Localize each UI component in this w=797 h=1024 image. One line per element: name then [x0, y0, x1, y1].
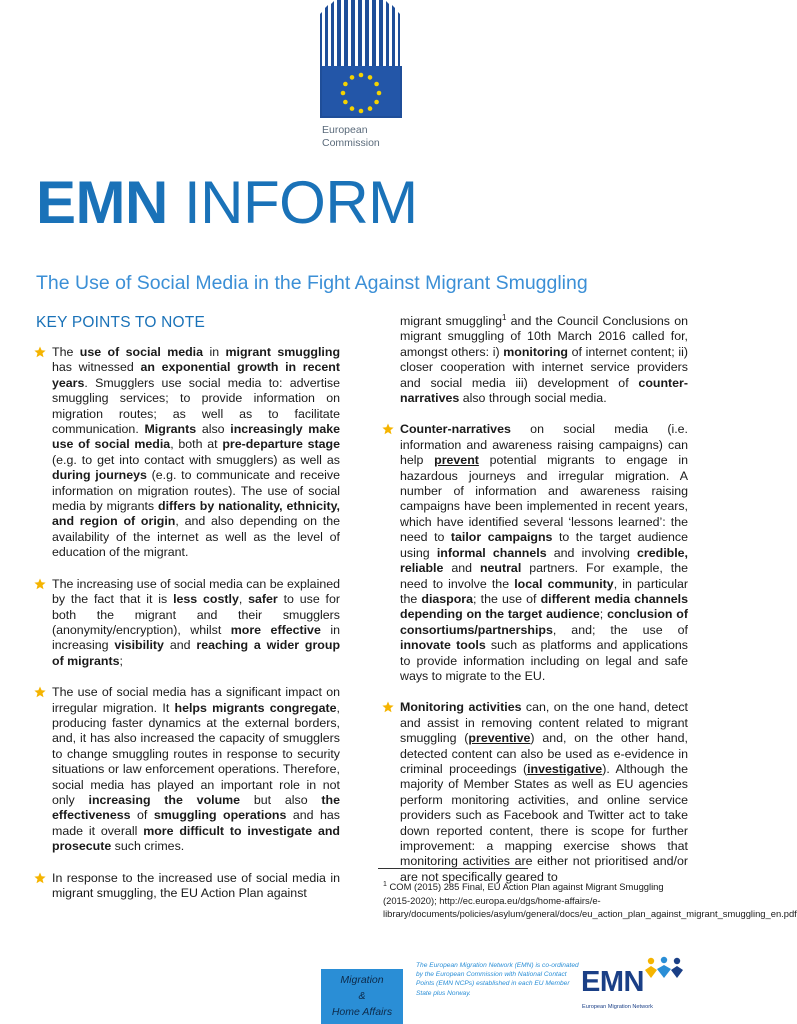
strong-text: diaspora [421, 591, 474, 606]
bullet-paragraph [52, 685, 340, 854]
strong-text: more effective [230, 622, 321, 637]
text: ) and, on the other hand, detected content can also be used as e-evidence in criminal proceedings ( [400, 731, 688, 776]
strong-text: an exponential growth in recent years [52, 360, 340, 390]
text: ; [119, 653, 123, 668]
text: ; [599, 607, 608, 622]
document-title [36, 170, 418, 236]
title-regular: INFORM [167, 169, 418, 236]
text: and [443, 561, 480, 576]
text: to use for both the migrant and their smugglers (anonymity/encryption), whilst [52, 592, 341, 637]
strong-text: visibility [114, 638, 164, 653]
text: in [203, 345, 226, 359]
organization-name [322, 124, 380, 150]
text: and involving [546, 545, 638, 560]
text: to the target audience using [400, 530, 688, 560]
text: has witnessed [52, 360, 141, 375]
text: of [130, 808, 154, 823]
strong-text: increasing the volume [88, 792, 241, 807]
text: In response to the increased use of social media in migrant smuggling, the EU Action Plan against [52, 870, 340, 900]
strong-text: pre-departure stage [222, 437, 340, 452]
text: (e.g. to communicate and receive information on migration routes). The use of social media by migrants [52, 468, 340, 514]
text: , in particular the [400, 576, 688, 606]
title-bold: EMN [36, 169, 168, 236]
text: . Smugglers use social media to: advertise smuggling services; to provide information on migration routes; as well as to facilitate communication. [52, 375, 340, 437]
strong-text: Migrants [144, 422, 197, 437]
strong-underlined-text: prevent [434, 453, 479, 468]
strong-text: tailor campaigns [450, 530, 553, 545]
text: migrant smuggling [400, 314, 502, 328]
text: , and; the use of [552, 622, 688, 637]
strong-text: different media channels depending on the target audience [400, 591, 688, 622]
strong-text: migrant smuggling [225, 345, 341, 359]
text: and [163, 638, 197, 653]
text: on social media (i.e. information and awareness raising campaigns) can help [400, 422, 688, 468]
star-icon [382, 701, 394, 713]
text: and has made it overall [52, 808, 341, 838]
footnote [383, 878, 797, 921]
footnote-divider [378, 868, 528, 869]
strong-text: neutral [479, 561, 522, 576]
text: also through social media. [459, 391, 607, 406]
text: , [238, 592, 249, 607]
strong-text: use of social media [79, 345, 204, 359]
text: potential migrants to engage in hazardous journeys and irregular migration. A number of information and awareness raising campaigns have been implemented in recent years, which have identified several ‘lessons learned’: the need to [400, 453, 688, 545]
footnote-ref: 1 [502, 312, 507, 322]
strong-text: conclusion of consortiums/partnerships [400, 607, 688, 637]
strong-text: local community [514, 576, 614, 591]
strong-text: reaching a wider group of migrants [52, 638, 341, 668]
strong-text: monitoring [503, 344, 568, 359]
text: ; the use of [473, 591, 541, 606]
text: The [52, 345, 80, 359]
strong-underlined-text: investigative [527, 761, 603, 776]
emn-people-icon [642, 956, 686, 986]
org-name-line1: European [322, 124, 368, 136]
text: partners. For example, the need to involve the [400, 561, 688, 591]
box-line1: Migration [340, 974, 384, 986]
star-icon [34, 686, 46, 698]
box-line2: & [358, 990, 366, 1002]
star-icon [34, 872, 46, 884]
strong-text: credible, reliable [400, 545, 688, 576]
footnote-text: COM (2015) 285 Final, EU Action Plan against Migrant Smuggling (2015-2020); http://ec.europa.eu/dgs/home-affairs/e-library/documents/policies/asylum/general/docs/eu_action_plan_against_migrant_smuggling_en.pdf [383, 881, 797, 920]
text: such crimes. [111, 839, 185, 854]
emn-logo-subtitle: European Migration Network [582, 1004, 653, 1010]
strong-text: the effectiveness [52, 792, 340, 823]
right-column [400, 314, 688, 901]
strong-text: Monitoring activities [400, 700, 522, 715]
text: ). Although the majority of Member States as well as EU agencies perform monitoring activities, and online service providers such as Facebook and Twitter act to take down reported content, there is scope for further improvement: a mapping exercise shows that monitoring activities are either not prioritised and/or are not specifically geared to [400, 761, 688, 884]
bullet-paragraph [400, 700, 688, 885]
bullet-paragraph [52, 577, 340, 669]
left-column [52, 345, 340, 917]
text: (e.g. to get into contact with smugglers) as well as [52, 452, 340, 467]
strong-text: during journeys [52, 468, 147, 483]
org-name-line2: Commission [322, 137, 380, 149]
text: of internet content; ii) closer cooperation with internet service providers and social media iii) development of [400, 344, 688, 390]
bullet-paragraph [52, 345, 340, 561]
document-subtitle: The Use of Social Media in the Fight Against Migrant Smuggling [36, 272, 588, 294]
text: , producing faster dynamics at the external borders, and, it has also increased the capacity of smugglers to change smuggling routes in response to security situations or law enforcement operations. Therefore, social media has played an important role in not only [52, 700, 340, 807]
strong-underlined-text: preventive [468, 731, 531, 746]
migration-home-affairs-label [321, 972, 403, 1020]
emn-coordination-note: The European Migration Network (EMN) is co-ordinated by the European Commission with National Contact Points (EMN NCPs) established in each EU Member State plus Norway. [416, 962, 579, 997]
strong-text: smuggling operations [153, 808, 287, 823]
emn-logo-text: EMN [581, 966, 644, 998]
strong-text: differs by nationality, ethnicity, and region of origin [52, 499, 340, 529]
text: but also [240, 792, 322, 807]
text: and the Council Conclusions on migrant smuggling of 10th March 2016 called for, amongst others: i) [400, 314, 688, 359]
star-icon [34, 578, 46, 590]
text: The use of social media has a significant impact on irregular migration. It [52, 685, 340, 715]
footnote-number: 1 [383, 881, 387, 888]
bullet-paragraph [52, 871, 340, 902]
strong-text: Counter-narratives [400, 422, 511, 437]
text: The increasing use of social media can be explained by the fact that it is [52, 576, 340, 607]
strong-text: informal channels [436, 545, 547, 560]
text: , both at [170, 437, 223, 452]
strong-text: innovate tools [400, 638, 486, 653]
strong-text: increasingly make use of social media [52, 422, 340, 452]
star-icon [34, 346, 46, 358]
text: such as platforms and applications to provide information including on legal and safe ways to migrate to the EU. [400, 638, 688, 683]
text: also [196, 422, 231, 437]
continued-paragraph [400, 314, 688, 406]
strong-text: counter-narratives [400, 375, 688, 406]
text: , and also depending on the availability of the internet as well as the level of education of the migrant. [52, 514, 341, 560]
text: in increasing [52, 622, 340, 653]
strong-text: helps migrants congregate [174, 700, 337, 715]
star-icon [382, 423, 394, 435]
strong-text: more difficult to investigate and prosecute [52, 823, 340, 854]
strong-text: less costly [173, 592, 239, 607]
text: can, on the one hand, detect and assist in removing content related to migrant smuggling ( [400, 700, 688, 746]
strong-text: safer [248, 592, 278, 607]
bullet-paragraph [400, 422, 688, 684]
key-points-heading: KEY POINTS TO NOTE [36, 314, 205, 331]
box-line3: Home Affairs [331, 1006, 393, 1018]
